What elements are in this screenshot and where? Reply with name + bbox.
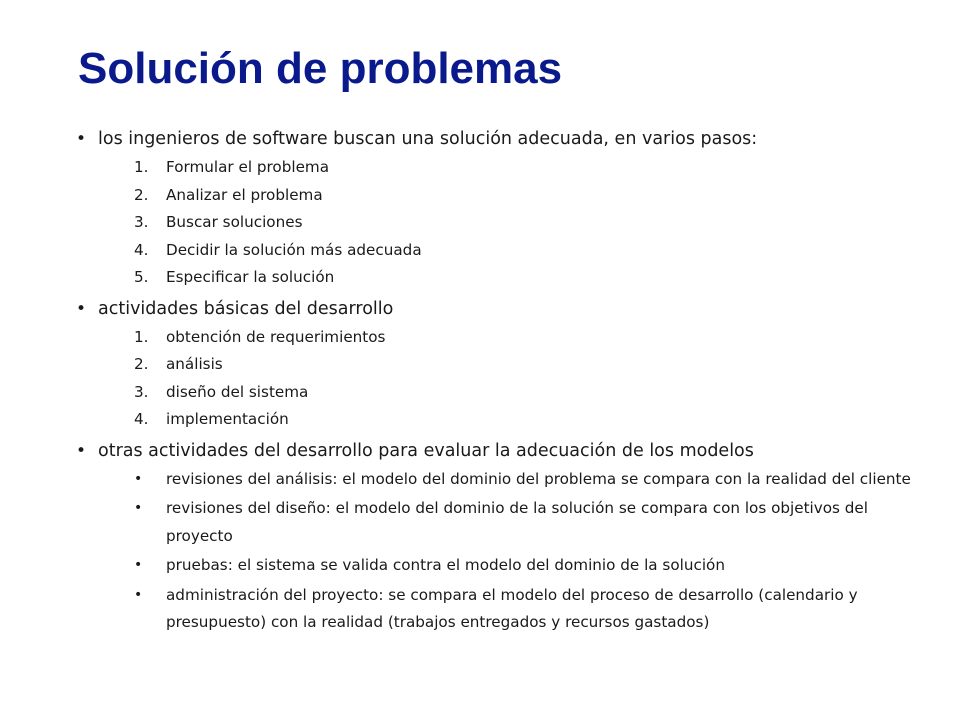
- sublist-item: • revisiones del análisis: el modelo del dominio del problema se compara con la realidad del cliente: [76, 466, 916, 494]
- slide-title: Solución de problemas: [78, 44, 563, 93]
- list-item: 1. Formular el problema: [134, 158, 330, 176]
- sublist-item: • pruebas: el sistema se valida contra el modelo del dominio de la solución: [76, 552, 916, 580]
- bullet-icon: •: [134, 470, 143, 487]
- bullet-icon: •: [134, 586, 143, 603]
- bullet-text: los ingenieros de software buscan una solución adecuada, en varios pasos:: [98, 129, 758, 149]
- sublist-item: • administración del proyecto: se compara el modelo del proceso de desarrollo (calendario y presupuesto) con la realidad (trabajos entregados y recursos gastados): [76, 582, 916, 637]
- bullet-sublist: [76, 466, 916, 637]
- bullet-item: [76, 294, 916, 324]
- bullet-text: actividades básicas del desarrollo: [98, 298, 394, 319]
- bullet-icon: •: [76, 129, 87, 149]
- list-item: 5. Especificar la solución: [134, 268, 335, 286]
- list-item: 4. Decidir la solución más adecuada: [134, 240, 422, 259]
- list-item: 1. obtención de requerimientos: [134, 327, 386, 346]
- bullet-icon: •: [76, 298, 87, 319]
- bullet-icon: •: [134, 500, 143, 516]
- bullet-icon: •: [76, 440, 87, 461]
- list-item: 4. implementación: [134, 410, 289, 428]
- list-item: 3. diseño del sistema: [134, 382, 309, 401]
- list-item: 2. análisis: [134, 355, 223, 373]
- numbered-list: [76, 154, 916, 292]
- bullet-icon: •: [134, 557, 143, 573]
- numbered-list: [76, 324, 916, 434]
- bullet-text: otras actividades del desarrollo para evaluar la adecuación de los modelos: [98, 440, 754, 461]
- sublist-item: • revisiones del diseño: el modelo del dominio de la solución se compara con los objetivos del proyecto: [76, 495, 916, 550]
- list-item: 2. Analizar el problema: [134, 185, 323, 204]
- bullet-item: [76, 436, 916, 466]
- list-item: 3. Buscar soluciones: [134, 213, 303, 231]
- bullet-item: [76, 124, 916, 154]
- slide-content: [76, 124, 916, 639]
